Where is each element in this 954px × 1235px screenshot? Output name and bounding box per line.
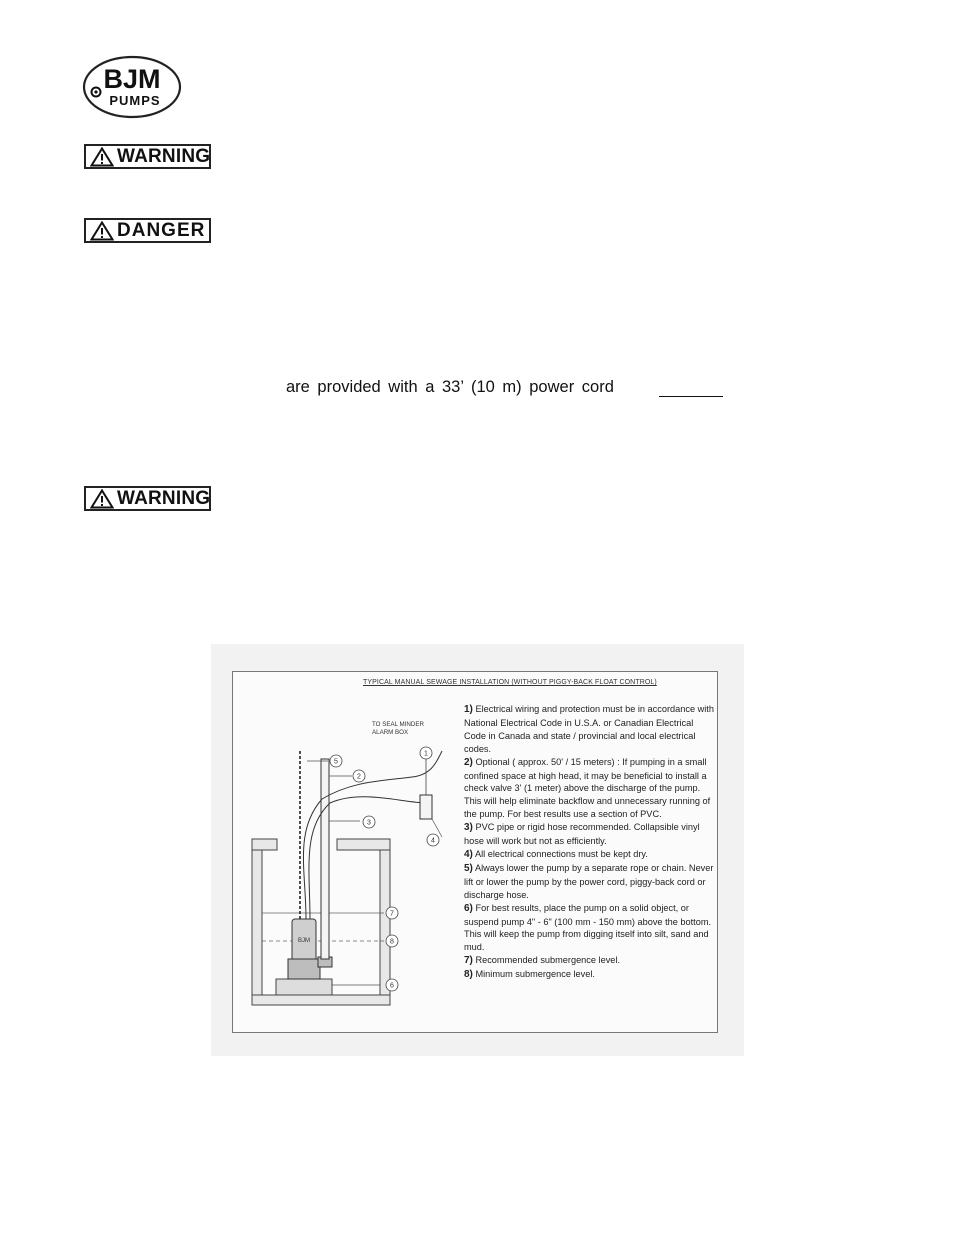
warning-badge xyxy=(84,486,211,511)
callout-1: 1 xyxy=(424,750,428,758)
callout-4: 4 xyxy=(431,837,435,845)
note-item: 6) For best results, place the pump on a solid object, or suspend pump 4" - 6" (100 mm - 150 mm) above the bottom. This will keep the pump from digging itself into silt, sand and mud. xyxy=(464,902,712,953)
note-item: 7) Recommended submergence level. xyxy=(464,955,620,967)
blank-underline xyxy=(659,396,723,397)
callout-8: 8 xyxy=(390,938,394,946)
danger-badge xyxy=(84,218,211,243)
bjm-pumps-logo xyxy=(82,55,182,119)
callout-7: 7 xyxy=(390,910,394,918)
discharge-pipe xyxy=(321,759,329,959)
callout-2: 2 xyxy=(357,773,361,781)
power-cord-text: are provided with a 33’ (10 m) power cord xyxy=(286,378,614,396)
warning-triangle-icon xyxy=(90,489,114,509)
alarm-label-line1: TO SEAL MINDER xyxy=(372,721,424,728)
callout-6: 6 xyxy=(390,982,394,990)
callout-5: 5 xyxy=(334,758,338,766)
note-item: 4) All electrical connections must be kept dry. xyxy=(464,848,648,860)
note-item: 3) PVC pipe or rigid hose recommended. Collapsible vinyl hose will work but not as efficiently. xyxy=(464,822,700,847)
note-item: 2) Optional ( approx. 50' / 15 meters) : If pumping in a small confined space at high head, it may be beneficial to install a check valve 3' (1 meter) above the discharge of the pump. This will help eliminate backflow and unnecessary running of the pump. For best results use a section of PVC. xyxy=(464,756,711,820)
logo-text-bjm: BJM xyxy=(103,64,161,94)
danger-label: DANGER xyxy=(117,220,206,241)
note-item: 8) Minimum submergence level. xyxy=(464,969,595,981)
callout-3: 3 xyxy=(367,819,371,827)
pump-badge-text: BJM xyxy=(298,938,310,944)
warning-badge xyxy=(84,144,211,169)
installation-notes xyxy=(464,703,714,982)
warning-label: WARNING xyxy=(117,488,211,509)
note-item: 1) Electrical wiring and protection must be in accordance with National Electrical Code in U.S.A. or Canadian Electrical Code in Canada and state / provincial and local electrical codes. xyxy=(464,704,714,754)
warning-label: WARNING xyxy=(117,146,211,167)
alarm-label-line2: ALARM BOX xyxy=(372,729,409,736)
warning-triangle-icon xyxy=(90,221,114,241)
note-item: 5) Always lower the pump by a separate rope or chain. Never lift or lower the pump by the power cord, piggy-back cord or discharge hose. xyxy=(464,862,714,900)
junction-box xyxy=(420,795,432,819)
warning-triangle-icon xyxy=(90,147,114,167)
logo-text-pumps: PUMPS xyxy=(109,93,161,108)
diagram-title: TYPICAL MANUAL SEWAGE INSTALLATION (WITHOUT PIGGY-BACK FLOAT CONTROL) xyxy=(363,679,657,686)
support-block xyxy=(276,979,332,995)
